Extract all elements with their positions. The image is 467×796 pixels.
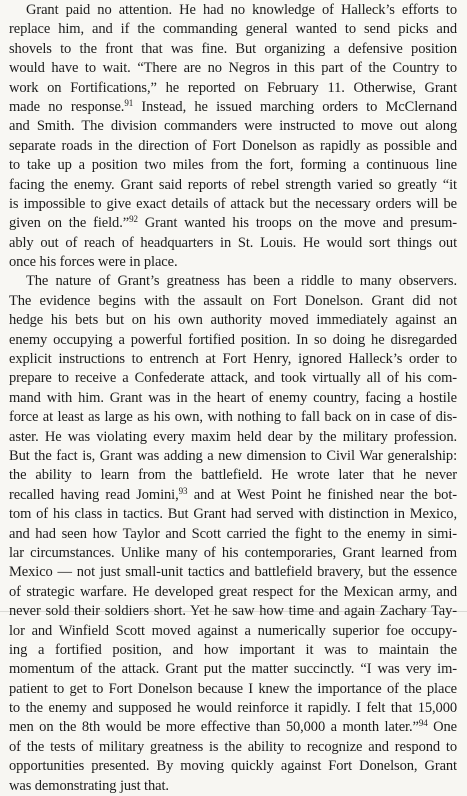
text-line: mand with him. Grant was in the heart of enemy country, facing a hostile xyxy=(9,389,457,406)
text-line: facing the enemy. Grant said reports of rebel strength varied so greatly “it xyxy=(9,176,457,193)
text-line: opportunities presented. By moving quickly against Fort Donelson, Grant xyxy=(9,758,457,775)
text-line: But the fact is, Grant was adding a new dimension to Civil War generalship: xyxy=(9,447,457,464)
text-line: Mexico — not just small-unit tactics and battlefield bravery, but the essence xyxy=(9,564,457,581)
text-line: given on the field.”$^{92}$ Grant wanted his troops on the move and presum- xyxy=(9,214,458,232)
text-line: of the tests of military greatness is the ability to recognize and respond to xyxy=(9,738,457,755)
text-line: lor and Winfield Scott moved against a numerically superior foe occupy- xyxy=(9,622,457,639)
text-line: momentum of the attack. Grant put the matter succinctly. “I was very im- xyxy=(9,661,457,678)
text-line: would have to wait. “There are no Negros in this part of the Country to xyxy=(9,60,457,77)
text-line: force at least as large as his own, with nothing to fall back on in case of dis- xyxy=(9,409,457,426)
text-line: patient to get to Fort Donelson because I knew the importance of the place xyxy=(9,680,457,697)
text-line: the ability to learn from the battlefield. He wrote later that he never xyxy=(9,467,457,484)
text-line: hedge his bets but on his own authority moved immediately against an xyxy=(9,312,457,329)
text-line: prepare to receive a Confederate attack, and took virtually all of his com- xyxy=(9,370,457,387)
text-line: to take up a position two miles from the fort, forming a continuous line xyxy=(9,157,457,174)
paragraph xyxy=(9,1,457,272)
text-line: of strategic warfare. He developed great respect for the Mexican army, and xyxy=(9,583,457,600)
text-line: replace him, and if the commanding general wanted to send picks and xyxy=(9,21,457,38)
footnote-marker: 93 xyxy=(178,485,188,496)
footnote-marker: 91 xyxy=(124,97,134,108)
paragraph xyxy=(9,272,457,796)
text-line: Grant paid no attention. He had no knowledge of Halleck’s efforts to xyxy=(26,2,457,18)
text-line: aster. He was violating every maxim held dear by the military profession. xyxy=(9,428,457,445)
text-line: separate roads in the direction of Fort Donelson as rapidly as possible and xyxy=(9,137,457,154)
text-line: ably out of reach of headquarters in St. Louis. He would sort things out xyxy=(9,234,457,251)
text-line: The evidence begins with the assault on Fort Donelson. Grant did not xyxy=(9,292,457,309)
text-line: work on Fortifications,” he reported on February 11. Otherwise, Grant xyxy=(9,79,457,96)
text-line: and had seen how Taylor and Scott carried the fight to the enemy in simi- xyxy=(9,525,457,542)
text-line: shovels to the front that was fine. But organizing a defensive position xyxy=(9,40,457,57)
text-line: and Smith. The division commanders were instructed to move out along xyxy=(9,118,457,135)
text-line: recalled having read Jomini,$^{93}$ and at West Point he finished near the bot- xyxy=(9,485,457,503)
text-column xyxy=(9,1,457,796)
text-line: made no response.$^{91}$ Instead, he issued marching orders to McClernand xyxy=(9,97,457,115)
text-line: once his forces were in place. xyxy=(9,254,178,271)
text-line: The nature of Grant’s greatness has been a riddle to many observers. xyxy=(26,273,457,290)
footnote-marker: 92 xyxy=(129,214,138,225)
text-line: never sold their soldiers short. Yet he saw how time and again Zachary Tay- xyxy=(9,603,457,620)
footnote-marker: 94 xyxy=(418,718,428,729)
text-line: explicit instructions to entrench at Fort Henry, ignored Halleck’s order to xyxy=(9,351,457,368)
text-line: was demonstrating just that. xyxy=(9,777,169,794)
text-line: lar circumstances. Unlike many of his contemporaries, Grant learned from xyxy=(9,544,457,561)
text-line: men on the 8th would be more effective than 50,000 a month later.”$^{94}$ One xyxy=(9,718,457,736)
text-line: tom of his class in tactics. But Grant had served with distinction in Mexico, xyxy=(9,506,457,523)
text-line: enemy occupying a powerful fortified position. In so doing he disregarded xyxy=(9,331,457,348)
text-line: ing a fortified position, and how important it was to maintain the xyxy=(9,641,457,658)
text-line: is impossible to give exact details of attack but the necessary orders will be xyxy=(9,195,457,212)
text-line: to the enemy and supposed he would reinforce it rapidly. I felt that 15,000 xyxy=(9,700,457,717)
